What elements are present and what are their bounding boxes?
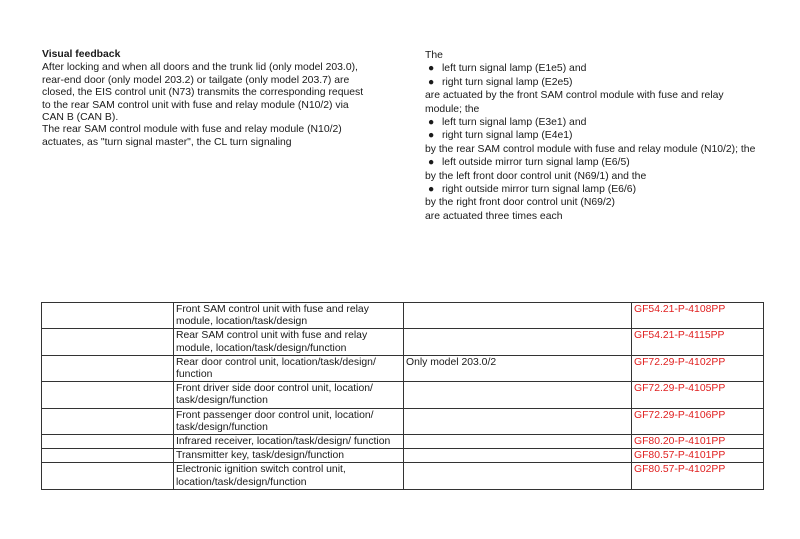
bullet-icon: ●	[428, 76, 435, 88]
table-row	[42, 303, 764, 329]
bullet-text: right outside mirror turn signal lamp (E6/6)	[442, 184, 637, 196]
turn-signal-actuation-list	[425, 49, 760, 223]
empty-cell	[42, 449, 174, 463]
table-row	[42, 408, 764, 434]
list-line: The	[425, 50, 443, 61]
empty-cell	[42, 329, 174, 355]
bullet-item	[425, 156, 760, 169]
section-heading: Visual feedback	[42, 49, 121, 60]
bullet-item	[425, 76, 760, 89]
document-reference-link[interactable]: GF54.21-P-4108PP	[632, 303, 764, 329]
component-description: Transmitter key, task/design/function	[174, 449, 404, 463]
table-row	[42, 463, 764, 489]
component-description: Front passenger door control unit, location/ task/design/function	[174, 408, 404, 434]
model-note: Only model 203.0/2	[404, 355, 632, 381]
bullet-icon: ●	[428, 184, 435, 196]
bullet-text: right turn signal lamp (E2e5)	[442, 76, 573, 88]
model-note	[404, 303, 632, 329]
table-row	[42, 355, 764, 381]
component-description: Infrared receiver, location/task/design/ function	[174, 435, 404, 449]
component-description: Front driver side door control unit, location/ task/design/function	[174, 382, 404, 408]
model-note	[404, 329, 632, 355]
document-reference-link[interactable]: GF80.20-P-4101PP	[632, 435, 764, 449]
reference-table	[41, 302, 764, 490]
empty-cell	[42, 382, 174, 408]
list-line: by the left front door control unit (N69/1) and the	[425, 170, 647, 182]
bullet-item	[425, 129, 760, 142]
model-note	[404, 435, 632, 449]
model-note	[404, 382, 632, 408]
document-reference-link[interactable]: GF72.29-P-4106PP	[632, 408, 764, 434]
component-description: Rear SAM control unit with fuse and relay module, location/task/design/function	[174, 329, 404, 355]
bullet-text: right turn signal lamp (E4e1)	[442, 130, 573, 142]
empty-cell	[42, 463, 174, 489]
visual-feedback-section	[42, 49, 372, 149]
bullet-icon: ●	[428, 63, 435, 75]
model-note	[404, 449, 632, 463]
table-row	[42, 449, 764, 463]
bullet-item	[425, 116, 760, 129]
model-note	[404, 463, 632, 489]
component-description: Electronic ignition switch control unit, location/task/design/function	[174, 463, 404, 489]
bullet-text: left turn signal lamp (E3e1) and	[442, 117, 587, 129]
model-note	[404, 408, 632, 434]
list-line: by the right front door control unit (N69/2)	[425, 197, 616, 209]
empty-cell	[42, 408, 174, 434]
bullet-item	[425, 62, 760, 75]
component-description: Rear door control unit, location/task/design/ function	[174, 355, 404, 381]
document-reference-link[interactable]: GF72.29-P-4105PP	[632, 382, 764, 408]
component-description: Front SAM control unit with fuse and relay module, location/task/design	[174, 303, 404, 329]
bullet-icon: ●	[428, 117, 435, 129]
bullet-item	[425, 183, 760, 196]
empty-cell	[42, 303, 174, 329]
list-line: by the rear SAM control module with fuse and relay module (N10/2); the	[425, 143, 756, 155]
table-row	[42, 435, 764, 449]
empty-cell	[42, 435, 174, 449]
paragraph-turn-signal-master: The rear SAM control module with fuse and relay module (N10/2) actuates, as "turn signal master", the CL turn signaling	[42, 124, 342, 148]
document-reference-link[interactable]: GF80.57-P-4102PP	[632, 463, 764, 489]
table-row	[42, 329, 764, 355]
bullet-icon: ●	[428, 130, 435, 142]
bullet-icon: ●	[428, 157, 435, 169]
document-reference-link[interactable]: GF54.21-P-4115PP	[632, 329, 764, 355]
bullet-text: left turn signal lamp (E1e5) and	[442, 63, 587, 75]
list-line: are actuated three times each	[425, 210, 563, 222]
document-reference-link[interactable]: GF72.29-P-4102PP	[632, 355, 764, 381]
table-row	[42, 382, 764, 408]
document-reference-link[interactable]: GF80.57-P-4101PP	[632, 449, 764, 463]
empty-cell	[42, 355, 174, 381]
bullet-text: left outside mirror turn signal lamp (E6/5)	[442, 157, 630, 169]
list-line: are actuated by the front SAM control module with fuse and relay module; the	[425, 90, 724, 115]
paragraph-locking: After locking and when all doors and the trunk lid (only model 203.0), rear-end door (only model 203.2) or tailgate (only model 203.7) are closed, the EIS control unit (N73) transmits the corresponding request to the rear SAM control unit with fuse and relay module (N10/2) via CAN B (CAN B).	[42, 62, 364, 124]
